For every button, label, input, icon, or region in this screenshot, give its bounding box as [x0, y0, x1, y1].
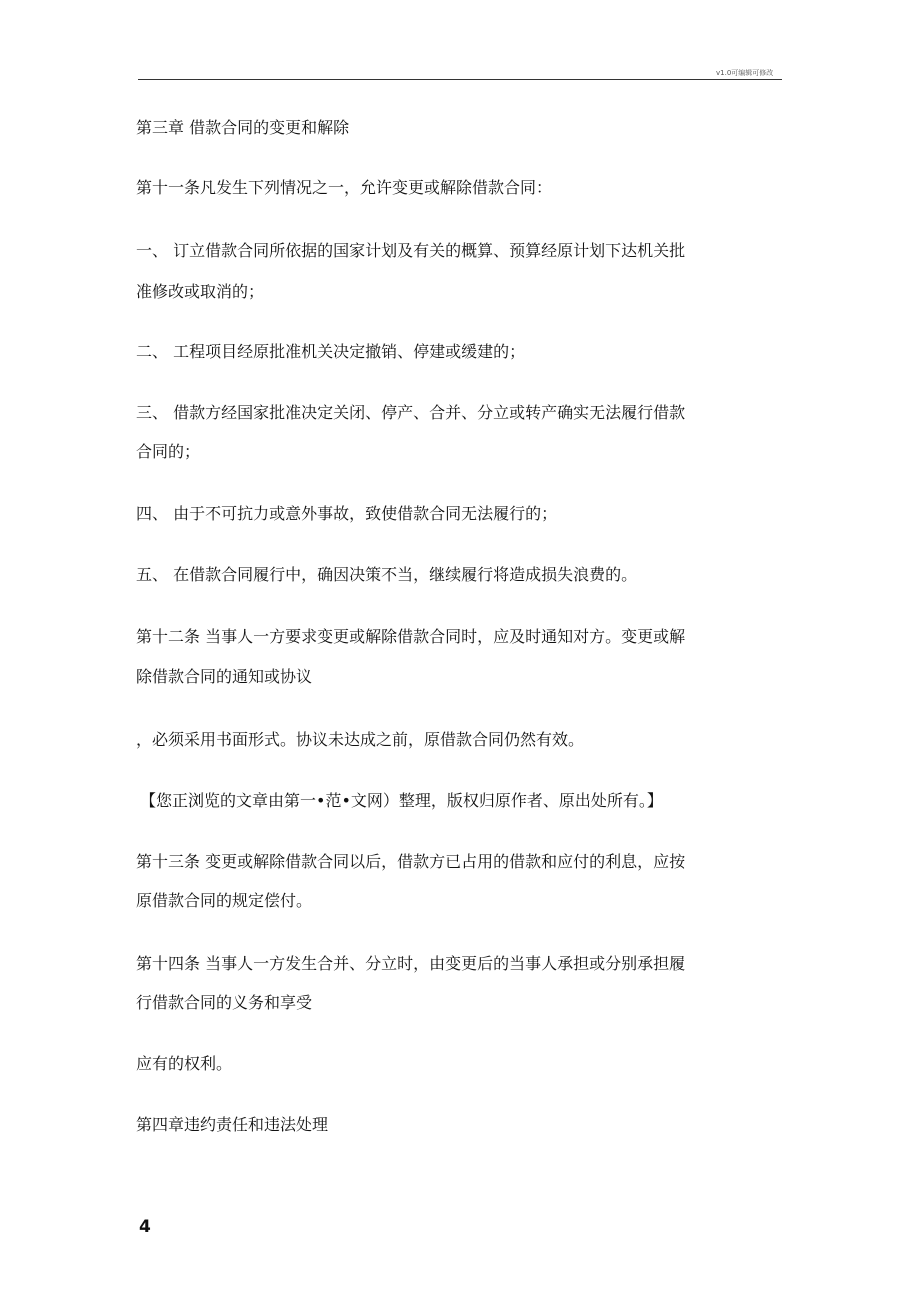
paragraph-line: 四、 由于不可抗力或意外事故，致使借款合同无法履行的； [136, 504, 558, 523]
paragraph-line: 准修改或取消的； [136, 282, 265, 301]
paragraph-line: 除借款合同的通知或协议 [136, 667, 313, 686]
paragraph-line: 第十三条 变更或解除借款合同以后，借款方已占用的借款和应付的利息，应按 [136, 852, 686, 871]
paragraph-line: ，必须采用书面形式。协议未达成之前，原借款合同仍然有效。 [136, 730, 585, 749]
paragraph-line: 原借款合同的规定偿付。 [136, 891, 313, 910]
paragraph-line: 二、 工程项目经原批准机关决定撤销、停建或缓建的； [136, 342, 526, 361]
header-rule [138, 79, 782, 80]
paragraph-line: 三、 借款方经国家批准决定关闭、停产、合并、分立或转产确实无法履行借款 [136, 403, 686, 422]
source-notice: 【您正浏览的文章由第一•范•文网）整理，版权归原作者、原出处所有。】 [140, 791, 663, 810]
header-label: v1.0可编辑可修改 [716, 69, 774, 77]
paragraph-line: 合同的； [136, 442, 201, 461]
paragraph-line: 应有的权利。 [136, 1054, 233, 1073]
paragraph-line: 第十四条 当事人一方发生合并、分立时，由变更后的当事人承担或分别承担履 [136, 954, 686, 973]
paragraph-line: 第十一条凡发生下列情况之一，允许变更或解除借款合同： [136, 178, 553, 197]
paragraph-line: 五、 在借款合同履行中，确因决策不当，继续履行将造成损失浪费的。 [136, 565, 638, 584]
paragraph-line: 第十二条 当事人一方要求变更或解除借款合同时，应及时通知对方。变更或解 [136, 627, 686, 646]
paragraph-line: 一、 订立借款合同所依据的国家计划及有关的概算、预算经原计划下达机关批 [136, 241, 686, 260]
page-number: 4 [139, 1217, 151, 1237]
chapter-title: 第四章违约责任和违法处理 [136, 1115, 329, 1134]
paragraph-line: 行借款合同的义务和享受 [136, 993, 313, 1012]
chapter-title: 第三章 借款合同的变更和解除 [136, 118, 350, 137]
